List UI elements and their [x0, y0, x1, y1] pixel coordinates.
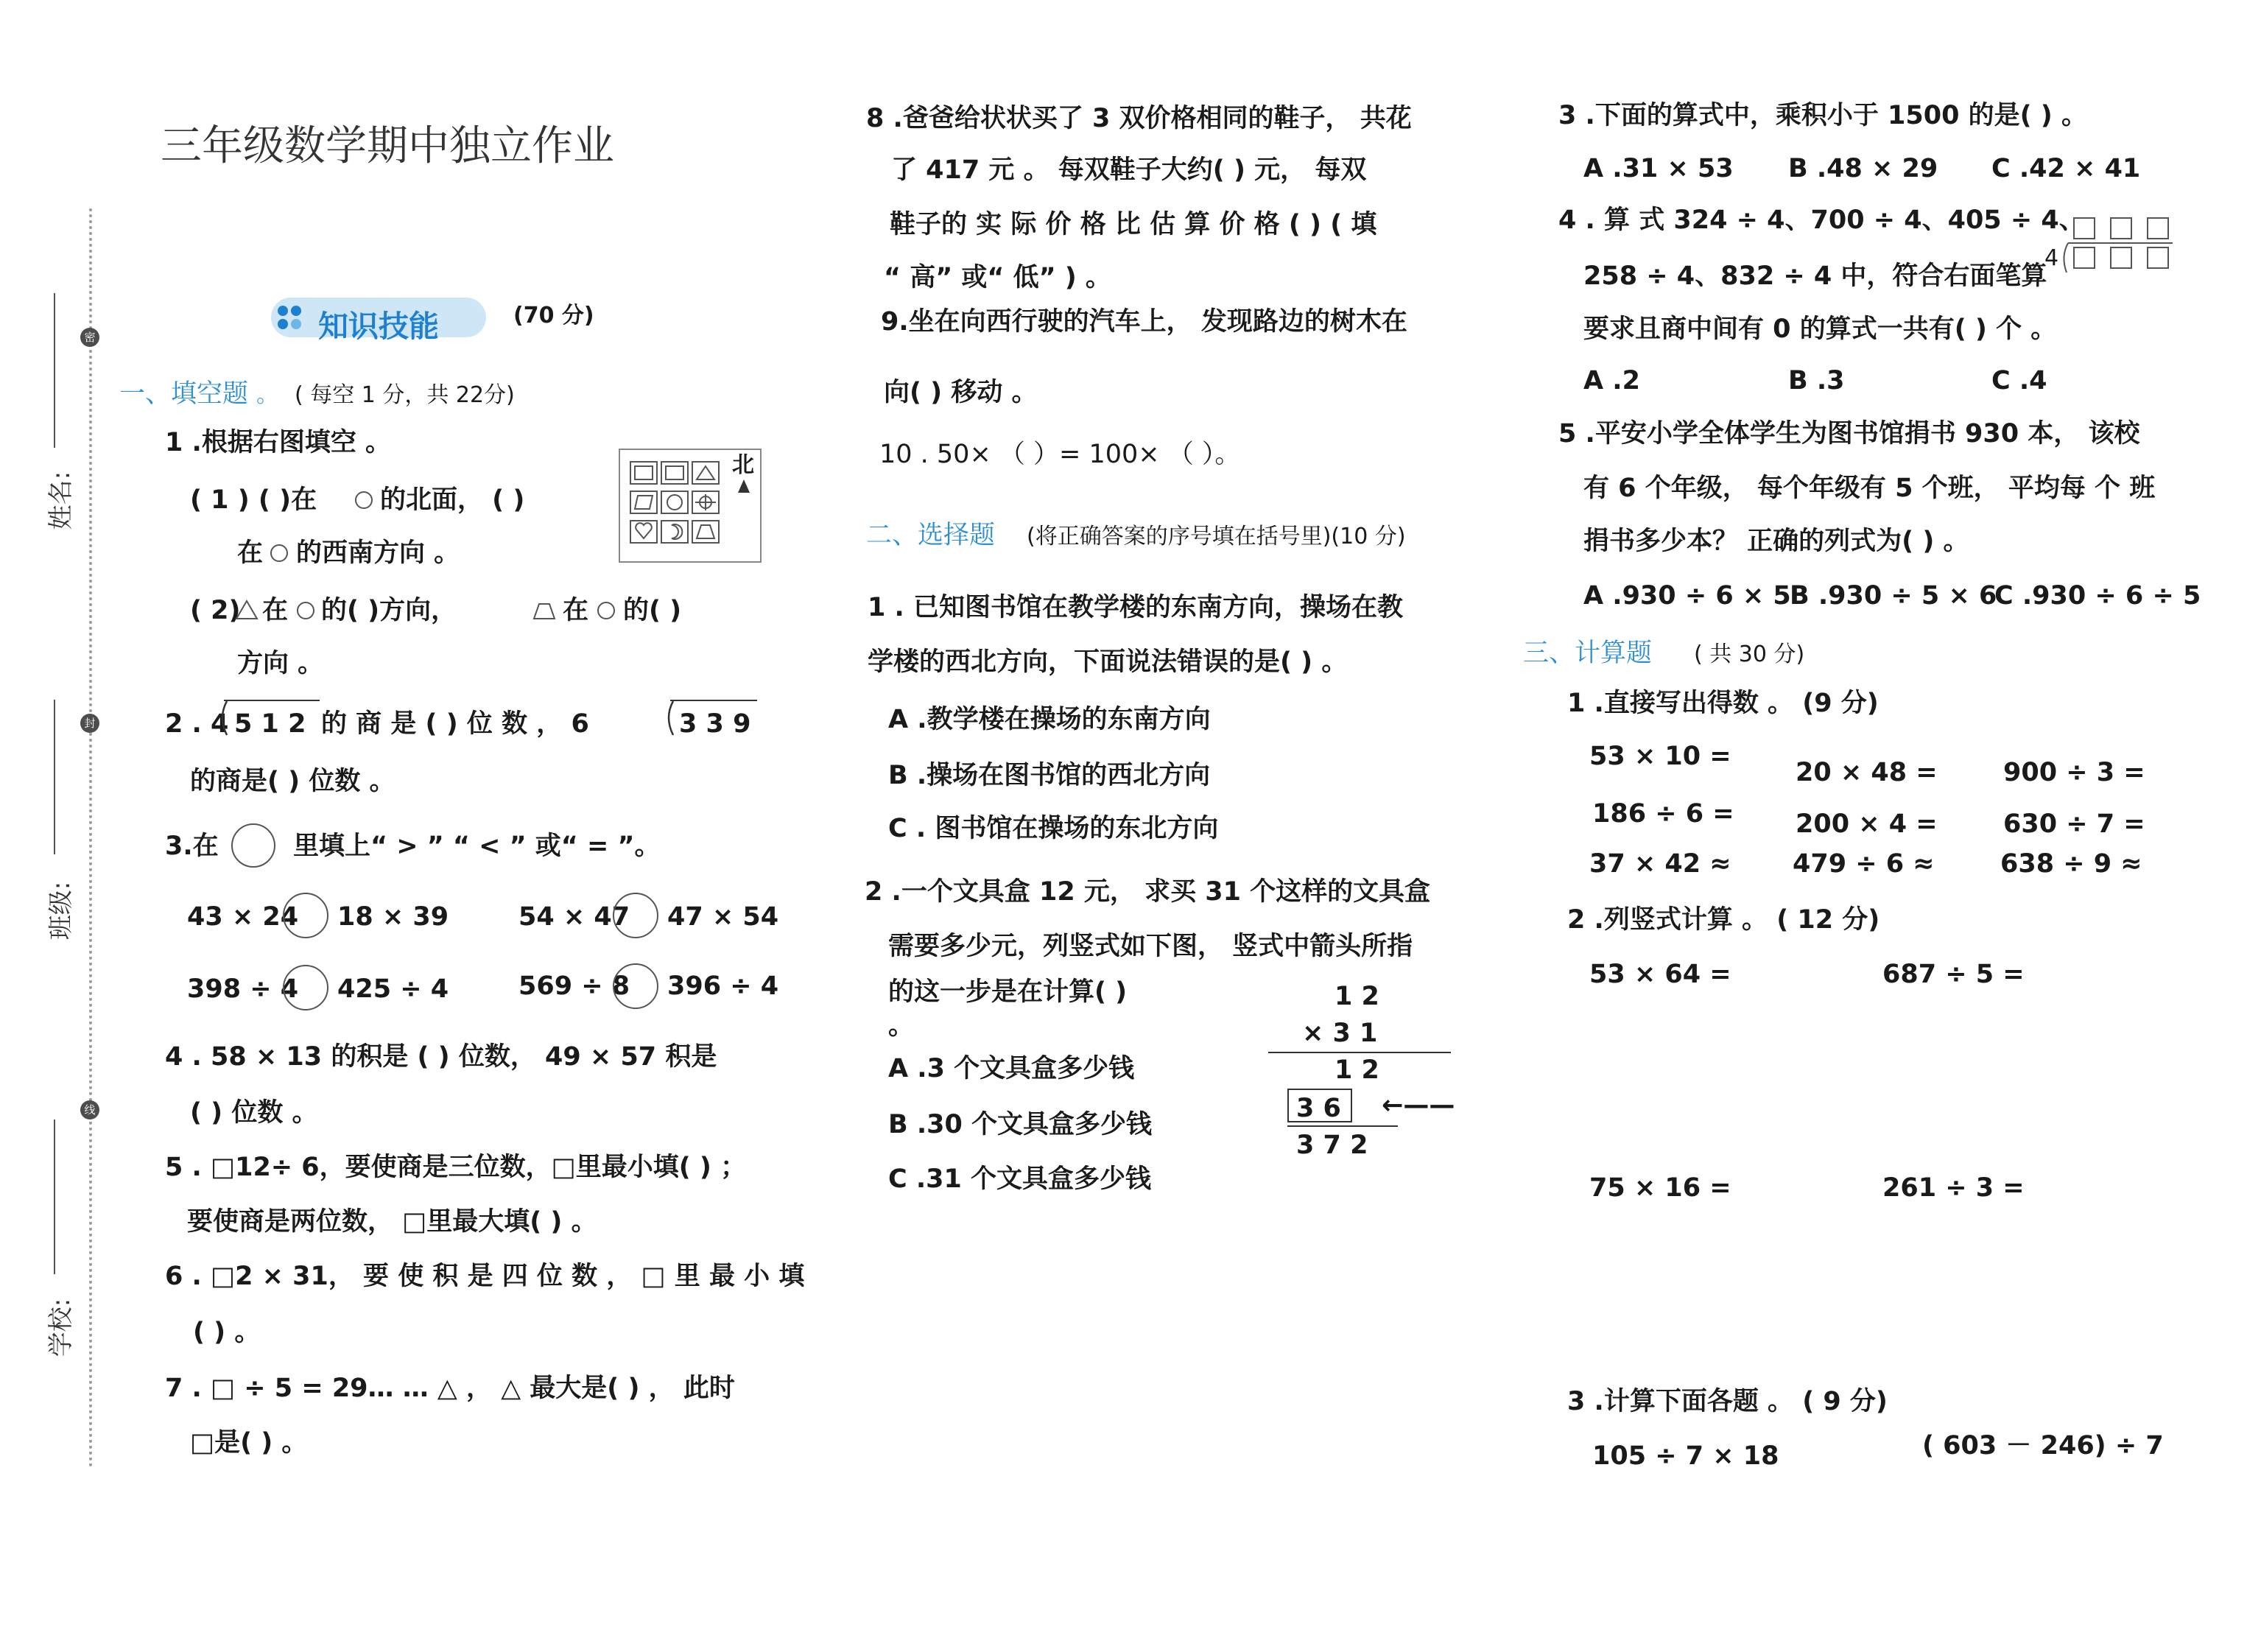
written-calc-item: 53 × 64 =	[1589, 960, 1731, 989]
q1-2-part-f: 方向 。	[237, 649, 324, 678]
circle-shape-icon	[268, 542, 290, 564]
q2-part-a: 2 . 4	[165, 709, 229, 739]
division-bar	[224, 700, 320, 701]
vertical-arrow: ←——	[1382, 1091, 1455, 1120]
oral-item: 20 × 48 =	[1796, 758, 1938, 787]
q9-line-b: 向( ) 移动 。	[884, 378, 1038, 407]
choice3-text: 3 .下面的算式中，乘积小于 1500 的是( ) 。	[1558, 101, 2087, 130]
written-calc-item: 687 ÷ 5 =	[1882, 960, 2025, 989]
map-north-label: 北	[732, 452, 754, 478]
cmp-left: 398 ÷ 4	[187, 974, 299, 1004]
written-calc-item: 75 × 16 =	[1589, 1173, 1731, 1203]
oral-item: 186 ÷ 6 =	[1592, 799, 1734, 829]
q7-line-b: □是( ) 。	[190, 1428, 308, 1458]
q1-text: 1 .根据右图填空 。	[165, 428, 392, 457]
compare-circle-input[interactable]	[283, 965, 328, 1010]
choice4-line-b: 258 ÷ 4、832 ÷ 4 中，符合右面笔算	[1583, 261, 2047, 291]
oral-item: 37 × 42 ≈	[1589, 849, 1731, 879]
circle-shape-icon	[595, 600, 617, 622]
q1-2-part-b: 在	[262, 596, 289, 625]
school-underline	[54, 1120, 55, 1274]
choice3-option-b: B .48 × 29	[1788, 154, 1938, 183]
cmp-left: 43 × 24	[187, 902, 299, 932]
q1-2-part-e: 的( )	[623, 596, 682, 625]
choice4-option-b: B .3	[1788, 366, 1845, 396]
division-bracket-icon	[661, 698, 676, 737]
q1-2-part-a: ( 2)	[190, 596, 241, 625]
q2-dividend-2: 3 3 9	[679, 709, 751, 739]
box-divisor: 4	[2044, 245, 2059, 271]
choice2-option-b: B .30 个文具盒多少钱	[888, 1110, 1153, 1139]
q8-line-b: 了 417 元 。 每双鞋子大约( ) 元， 每双	[891, 155, 1367, 185]
q8-line-a: 8 .爸爸给状状买了 3 双价格相同的鞋子， 共花	[866, 104, 1412, 133]
section1-title: 一、填空题	[119, 379, 249, 409]
section1-dot: 。	[256, 382, 278, 408]
q4-line-b: ( ) 位数 。	[190, 1098, 318, 1128]
oral-item: 900 ÷ 3 =	[2003, 758, 2145, 787]
direction-map-figure	[619, 449, 762, 563]
choice1-option-a: A .教学楼在操场的东南方向	[888, 705, 1211, 734]
cmp-right: 47 × 54	[667, 902, 779, 932]
choice4-option-c: C .4	[1991, 366, 2047, 396]
choice4-line-c: 要求且商中间有 0 的算式一共有( ) 个 。	[1583, 314, 2057, 344]
q2-part-c: 的商是( ) 位数 。	[190, 767, 395, 796]
choice3-option-a: A .31 × 53	[1583, 154, 1734, 183]
choice1-option-c: C . 图书馆在操场的东北方向	[888, 814, 1219, 843]
choice5-line-b: 有 6 个年级， 每个年级有 5 个班， 平均每 个 班	[1583, 474, 2156, 503]
cmp-right: 18 × 39	[337, 902, 449, 932]
choice2-line-d: 。	[888, 1011, 915, 1041]
section2-title: 二、选择题	[866, 521, 996, 550]
mixed-calc-item: 105 ÷ 7 × 18	[1592, 1441, 1779, 1471]
choice1-line-a: 1 . 已知图书馆在教学楼的东南方向，操场在教	[868, 593, 1404, 622]
q10-text: 10 . 50× （ ）= 100× （ ）。	[879, 440, 1241, 469]
q6-line-a: 6 . □2 × 31， 要 使 积 是 四 位 数 ， □ 里 最 小 填	[165, 1262, 805, 1291]
compare-circle-input[interactable]	[613, 963, 658, 1009]
q1-2-part-d: 在	[563, 596, 589, 625]
circle-shape-icon	[295, 600, 317, 622]
calc1-title: 1 .直接写出得数 。 (9 分)	[1567, 689, 1879, 718]
seal-mark-mi: 密	[80, 328, 99, 347]
vertical-row-3: 1 2	[1335, 1055, 1379, 1085]
vertical-row-5: 3 7 2	[1296, 1131, 1368, 1160]
calc3-title: 3 .计算下面各题 。 ( 9 分)	[1567, 1387, 1888, 1416]
cmp-left: 54 × 47	[518, 902, 630, 932]
choice2-option-a: A .3 个文具盒多少钱	[888, 1054, 1135, 1083]
vertical-row-2: × 3 1	[1302, 1019, 1378, 1048]
choice3-option-c: C .42 × 41	[1991, 154, 2141, 183]
choice5-line-c: 捐书多少本？ 正确的列式为( ) 。	[1583, 527, 1969, 556]
choice5-option-a: A .930 ÷ 6 × 5	[1583, 581, 1791, 611]
q2-part-b: 的 商 是 ( ) 位 数 ， 6	[321, 709, 589, 739]
section1-note: ( 每空 1 分，共 22分)	[295, 382, 515, 408]
highlight-box	[1287, 1089, 1352, 1122]
choice2-line-a: 2 .一个文具盒 12 元， 求买 31 个这样的文具盒	[865, 877, 1431, 907]
choice2-line-b: 需要多少元，列竖式如下图， 竖式中箭头所指	[888, 932, 1413, 961]
q1-1-part-c: 在	[237, 538, 264, 568]
choice1-option-b: B .操场在图书馆的西北方向	[888, 761, 1211, 790]
long-division-boxes-figure	[2055, 214, 2180, 280]
oral-item: 638 ÷ 9 ≈	[2000, 849, 2142, 879]
q6-line-b: ( ) 。	[193, 1318, 261, 1347]
binding-dotted-line	[89, 208, 92, 1468]
q3-part-a: 3.在	[165, 832, 219, 861]
choice4-line-a: 4 . 算 式 324 ÷ 4、700 ÷ 4、405 ÷ 4、	[1558, 205, 2085, 235]
circle-shape-icon	[353, 489, 375, 511]
q8-line-d: “ 高” 或“ 低” ) 。	[884, 263, 1111, 292]
vertical-row-4: 3 6	[1296, 1094, 1341, 1123]
section3-title: 三、计算题	[1523, 639, 1653, 668]
q1-2-part-c: 的( )方向，	[321, 596, 457, 625]
triangle-shape-icon	[234, 598, 259, 622]
q4-line-a: 4 . 58 × 13 的积是 ( ) 位数， 49 × 57 积是	[165, 1042, 717, 1072]
q1-1-part-a: ( 1 ) ( )在	[190, 485, 317, 515]
badge-dots-icon	[275, 303, 304, 332]
oral-item: 53 × 10 =	[1589, 742, 1731, 771]
page-title: 三年级数学期中独立作业	[161, 122, 614, 170]
written-calc-item: 261 ÷ 3 =	[1882, 1173, 2025, 1203]
oral-item: 479 ÷ 6 ≈	[1793, 849, 1935, 879]
q5-line-a: 5 . □12÷ 6，要使商是三位数，□里最小填( ) ；	[165, 1153, 747, 1182]
choice1-line-b: 学楼的西北方向，下面说法错误的是( ) 。	[868, 647, 1348, 677]
section2-note: (将正确答案的序号填在括号里)(10 分)	[1027, 524, 1406, 549]
q3-part-b: 里填上“ > ” “ < ” 或“ = ”。	[293, 832, 661, 861]
division-bar	[670, 700, 757, 701]
calc2-title: 2 .列竖式计算 。 ( 12 分)	[1567, 905, 1880, 935]
choice2-option-c: C .31 个文具盒多少钱	[888, 1164, 1152, 1194]
compare-circle-input[interactable]	[613, 893, 658, 938]
q7-line-a: 7 . □ ÷ 5 = 29… … △ ， △ 最大是( ) ， 此时	[165, 1374, 735, 1403]
oral-item: 630 ÷ 7 =	[2003, 809, 2145, 839]
vertical-row-1: 1 2	[1335, 982, 1379, 1011]
school-label: 学校:	[46, 1298, 77, 1357]
vertical-rule-2	[1287, 1125, 1398, 1127]
cmp-left: 569 ÷ 8	[518, 971, 630, 1001]
trapezoid-shape-icon	[532, 600, 557, 622]
answer-circle	[231, 823, 275, 868]
q8-line-c: 鞋子的 实 际 价 格 比 估 算 价 格 ( ) ( 填	[890, 210, 1377, 239]
q1-1-part-b: 的北面， ( )	[380, 485, 525, 515]
seal-mark-feng: 封	[80, 714, 99, 733]
compare-circle-input[interactable]	[283, 893, 328, 938]
class-underline	[54, 700, 55, 854]
choice5-option-b: B .930 ÷ 5 × 6	[1790, 581, 1997, 611]
seal-mark-xian: 线	[80, 1100, 99, 1120]
cmp-right: 425 ÷ 4	[337, 974, 449, 1004]
q5-line-b: 要使商是两位数， □里最大填( ) 。	[187, 1207, 597, 1237]
choice2-line-c: 的这一步是在计算( )	[888, 977, 1128, 1007]
name-underline	[54, 293, 55, 448]
oral-item: 200 × 4 =	[1796, 809, 1938, 839]
choice5-line-a: 5 .平安小学全体学生为图书馆捐书 930 本， 该校	[1558, 419, 2140, 449]
vertical-rule-1	[1268, 1052, 1451, 1053]
q1-1-part-d: 的西南方向 。	[296, 538, 460, 568]
q2-dividend-1: 5 1 2	[234, 709, 306, 739]
division-bracket-icon	[215, 698, 230, 737]
choice5-option-c: C .930 ÷ 6 ÷ 5	[1994, 581, 2201, 611]
badge-label: 知识技能	[318, 309, 439, 344]
name-label: 姓名:	[46, 471, 77, 530]
cmp-right: 396 ÷ 4	[667, 971, 779, 1001]
section3-note: ( 共 30 分)	[1694, 642, 1805, 667]
mixed-calc-item: ( 603 － 246) ÷ 7	[1922, 1431, 2164, 1461]
class-label: 班级:	[46, 881, 77, 941]
badge-score: (70 分)	[513, 303, 594, 328]
q9-line-a: 9.坐在向西行驶的汽车上， 发现路边的树木在	[881, 307, 1407, 337]
choice4-option-a: A .2	[1583, 366, 1640, 396]
